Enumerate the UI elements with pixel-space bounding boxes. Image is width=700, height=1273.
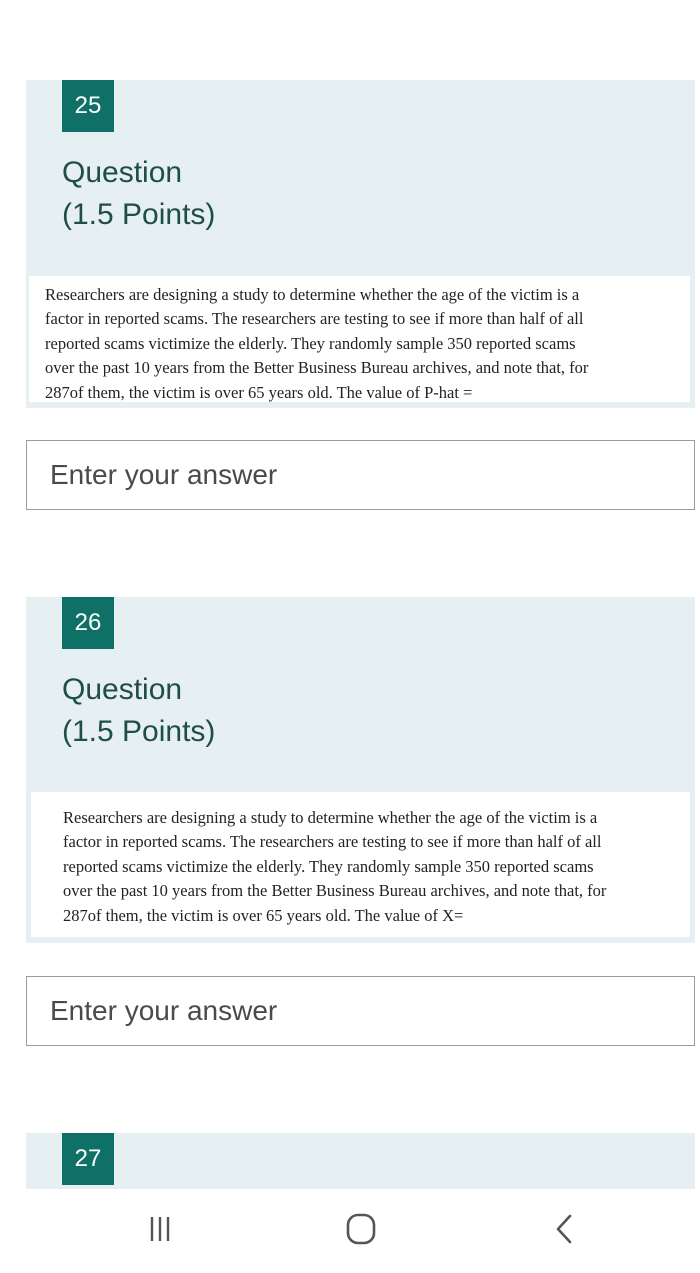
answer-field-25[interactable] — [26, 440, 695, 510]
answer-input[interactable] — [27, 441, 694, 509]
question-text-line: Researchers are designing a study to determine whether the age of the victim is a — [45, 285, 580, 304]
answer-input[interactable] — [27, 977, 694, 1045]
question-points: (1.5 Points) — [62, 198, 216, 231]
question-points: (1.5 Points) — [62, 715, 216, 748]
question-label: Question — [62, 673, 183, 706]
question-card-26 — [26, 597, 695, 943]
question-text-line: 287of them, the victim is over 65 years old. The value of X= — [63, 905, 464, 925]
question-card-25 — [26, 80, 695, 408]
question-number-badge: 25 — [62, 80, 114, 132]
system-navigation-bar — [0, 1189, 700, 1273]
question-text-line: factor in reported scams. The researchers are testing to see if more than half of all — [63, 832, 602, 852]
question-header — [26, 597, 695, 943]
question-text-line: factor in reported scams. The researchers are testing to see if more than half of all — [45, 309, 584, 329]
question-label: Question — [62, 156, 183, 189]
question-text-line: Researchers are designing a study to determine whether the age of the victim is a — [63, 808, 598, 827]
question-text-line: 287of them, the victim is over 65 years old. The value of P-hat = — [45, 382, 473, 402]
question-number-badge: 26 — [62, 597, 114, 649]
question-text — [31, 792, 690, 937]
question-header — [26, 80, 695, 408]
question-text-line: over the past 10 years from the Better Business Bureau archives, and note that, for — [45, 358, 589, 378]
question-text-line: reported scams victimize the elderly. They randomly sample 350 reported scams — [63, 856, 594, 876]
recent-apps-icon — [145, 1214, 175, 1244]
question-text — [29, 276, 690, 402]
question-number-badge: 27 — [62, 1133, 114, 1185]
question-header — [26, 1133, 695, 1189]
recent-apps-button[interactable] — [130, 1207, 190, 1251]
back-button[interactable] — [534, 1207, 594, 1251]
home-icon — [344, 1212, 378, 1246]
question-text-line: over the past 10 years from the Better Business Bureau archives, and note that, for — [63, 881, 607, 901]
question-title — [62, 669, 215, 753]
question-card-27 — [26, 1133, 695, 1189]
home-button[interactable] — [331, 1207, 391, 1251]
back-icon — [549, 1212, 579, 1246]
question-text-line: reported scams victimize the elderly. They randomly sample 350 reported scams — [45, 333, 576, 353]
answer-field-26[interactable] — [26, 976, 695, 1046]
question-title — [62, 152, 215, 236]
